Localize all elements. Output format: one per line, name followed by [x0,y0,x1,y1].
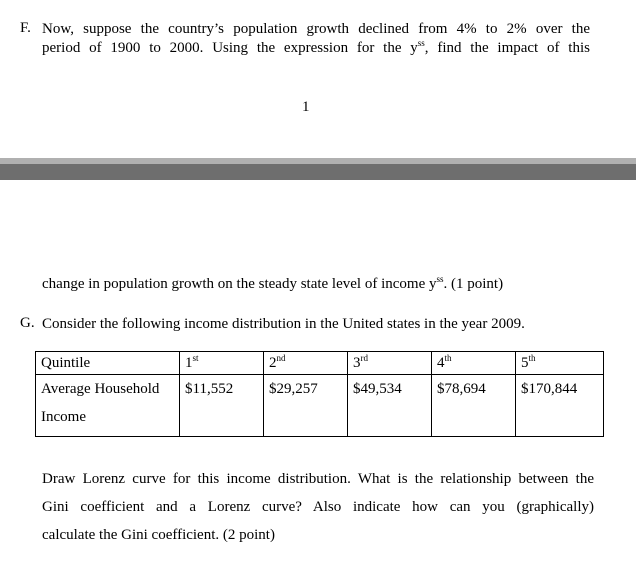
quintile-4-sup: th [444,353,452,363]
question-g-letter: G. [20,315,35,331]
quintile-1-sup: st [192,353,199,363]
quintile-3-sup: rd [360,353,368,363]
question-g-after-line3: calculate the Gini coefficient. (2 point) [42,527,275,543]
value-5 [516,375,604,437]
row-label-line1: Average Household [41,381,160,397]
table-row [36,375,604,437]
value-1 [180,375,264,437]
value-3-text: $49,534 [353,381,402,397]
value-1-text: $11,552 [185,381,234,397]
value-4 [432,375,516,437]
value-4-text: $78,694 [437,381,486,397]
table-header-row [36,352,604,375]
quintile-2 [264,352,348,375]
value-2-text: $29,257 [269,381,318,397]
quintile-4 [432,352,516,375]
question-f-cont-post: . (1 point) [443,276,504,292]
quintile-5-sup: th [528,353,536,363]
quintile-2-sup: nd [276,353,286,363]
question-f-line2 [42,39,590,58]
page-break-band [0,164,636,180]
question-g-after-line2: Gini coefficient and a Lorenz curve? Also indicate how can you (graphically) [42,499,594,515]
quintile-2-num: 2 [269,355,277,371]
question-f-cont-pre: change in population growth on the steady state level of income y [42,276,437,292]
page-number: 1 [302,99,310,115]
value-3 [348,375,432,437]
question-g-after-line1: Draw Lorenz curve for this income distribution. What is the relationship between the [42,471,594,487]
question-f-line1: Now, suppose the country’s population growth declined from 4% to 2% over the [42,21,590,37]
value-5-text: $170,844 [521,381,578,397]
value-2 [264,375,348,437]
question-f-letter: F. [20,20,31,36]
question-f-line2-pre: period of 1900 to 2000. Using the expression for the y [42,40,418,56]
quintile-1 [180,352,264,375]
quintile-4-num: 4 [437,355,445,371]
question-g-after [42,465,594,549]
question-f-continuation [42,275,503,294]
question-g-intro: Consider the following income distribution in the United states in the year 2009. [42,316,525,332]
income-table [35,351,604,437]
quintile-3-num: 3 [353,355,361,371]
row-label-line2: Income [41,409,86,425]
quintile-5-num: 5 [521,355,529,371]
question-f-line2-sup: ss [417,38,425,48]
quintile-5 [516,352,604,375]
row-label [36,375,180,437]
quintile-1-num: 1 [185,355,193,371]
header-label: Quintile [36,352,180,375]
question-f-line2-post: , find the impact of this [424,40,590,56]
question-f-cont-sup: ss [436,274,444,284]
quintile-3 [348,352,432,375]
